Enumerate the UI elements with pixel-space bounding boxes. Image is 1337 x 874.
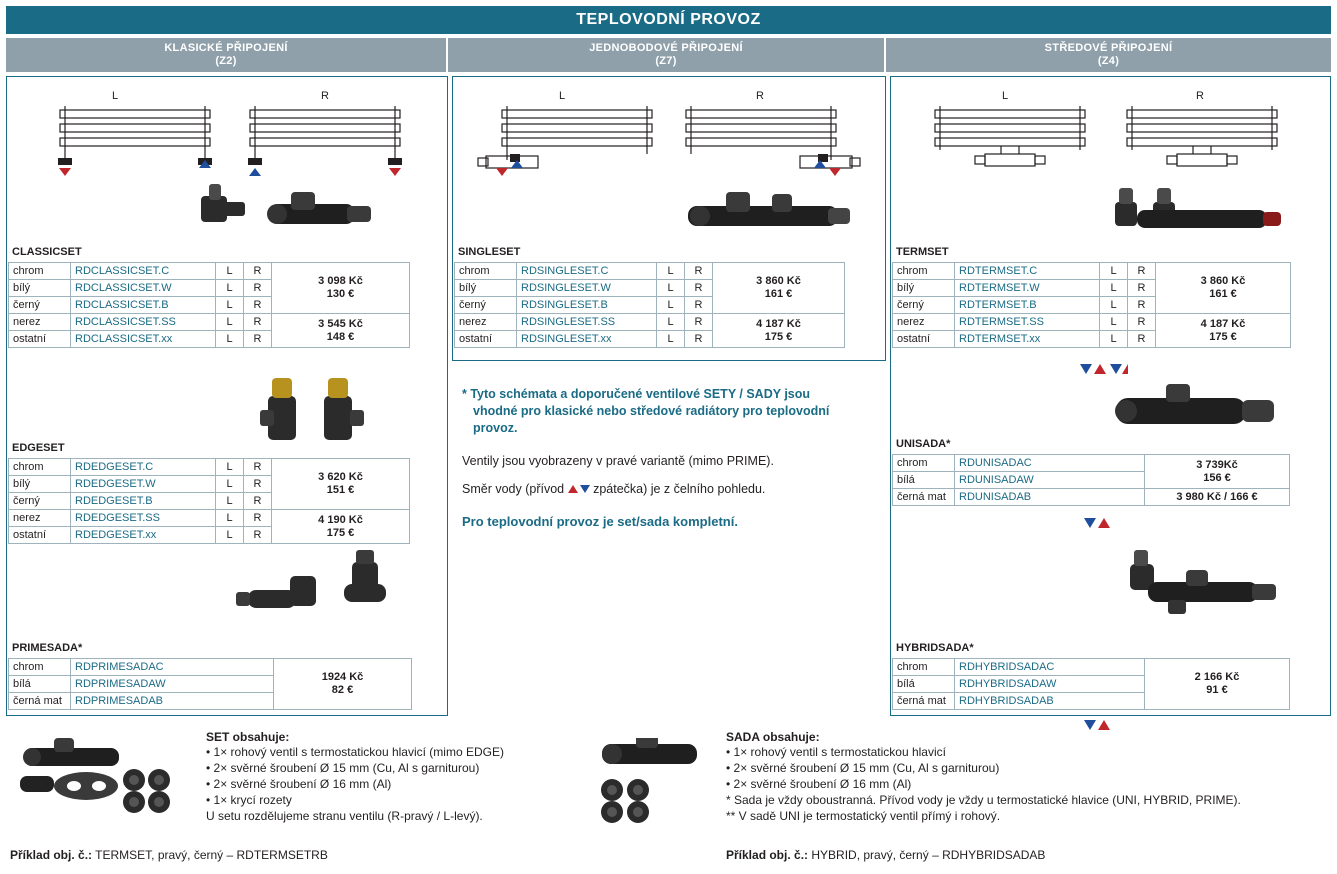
finish: nerez <box>893 314 955 331</box>
side-left: L <box>657 314 685 331</box>
finish: ostatní <box>455 331 517 348</box>
finish: chrom <box>893 455 955 472</box>
side-left: L <box>216 280 244 297</box>
finish: ostatní <box>9 527 71 544</box>
order-code: RDTERMSET.C <box>955 263 1100 280</box>
finish: černá mat <box>9 693 71 710</box>
side-right: R <box>244 280 272 297</box>
order-code: RDCLASSICSET.xx <box>71 331 216 348</box>
price-cell <box>1145 659 1290 710</box>
price-czk: 4 187 Kč <box>1200 317 1246 330</box>
price-eur: 161 € <box>764 288 793 300</box>
schematic-classic-right <box>230 88 430 178</box>
price-eur: 151 € <box>326 484 355 496</box>
order-code: RDPRIMESADAC <box>71 659 274 676</box>
svg-text:L: L <box>111 90 119 102</box>
table-row <box>893 263 1291 280</box>
note-line-3-prefix: Směr vody (přívod <box>462 482 568 496</box>
side-left: L <box>1100 314 1128 331</box>
side-left: L <box>1100 263 1128 280</box>
table-edgeset <box>8 458 410 544</box>
finish: černý <box>9 297 71 314</box>
side-right: R <box>685 314 713 331</box>
table-row <box>893 314 1291 331</box>
table-row <box>9 510 410 527</box>
order-code: RDEDGESET.C <box>71 459 216 476</box>
column-header-center-code: (Z4) <box>1097 55 1120 67</box>
note-highlight-line-1: * Tyto schémata a doporučené ventilové SETY / SADY jsou <box>462 387 811 401</box>
set-contents-photo <box>14 738 184 828</box>
side-left: L <box>216 459 244 476</box>
schematic-classic-left <box>20 88 220 178</box>
price-eur: 91 € <box>1206 684 1228 696</box>
notes-block <box>462 386 874 529</box>
product-name-hybridsada: HYBRIDSADA* <box>896 642 974 654</box>
order-code: RDUNISADAB <box>955 489 1145 506</box>
side-right: R <box>244 476 272 493</box>
finish: černý <box>893 297 955 314</box>
side-right: R <box>1128 280 1156 297</box>
order-code: RDHYBRIDSADAW <box>955 676 1145 693</box>
order-code: RDSINGLESET.C <box>517 263 657 280</box>
price-cell-2: 3 980 Kč / 166 € <box>1145 489 1290 506</box>
side-left: L <box>657 280 685 297</box>
side-left: L <box>216 297 244 314</box>
finish: bílá <box>893 472 955 489</box>
valve-photo-classicset <box>195 182 385 244</box>
finish: bílý <box>9 476 71 493</box>
price-eur: 175 € <box>1209 330 1237 343</box>
note-strong: Pro teplovodní provoz je set/sada kompletní. <box>462 514 738 529</box>
price-czk: 3 860 Kč <box>756 275 801 287</box>
note-line-3 <box>462 481 874 498</box>
sada-contents-item: • 1× rohový ventil s termostatickou hlavicí <box>726 745 946 759</box>
price-eur: 161 € <box>1209 288 1237 300</box>
side-left: L <box>657 331 685 348</box>
order-code: RDUNISADAW <box>955 472 1145 489</box>
price-cell-1 <box>713 263 845 314</box>
side-right: R <box>685 297 713 314</box>
order-code: RDTERMSET.SS <box>955 314 1100 331</box>
valve-photo-hybridsada <box>1120 548 1290 638</box>
arrow-return-icon <box>580 485 590 493</box>
flow-arrows-unisada <box>1082 516 1112 530</box>
note-highlight-line-2: vhodné pro klasické nebo středové radiátory pro teplovodní <box>473 404 830 418</box>
flow-arrows-termset <box>1078 362 1128 376</box>
side-right: R <box>1128 263 1156 280</box>
side-right: R <box>244 527 272 544</box>
column-header-single-code: (Z7) <box>655 55 677 67</box>
example-order-left-text: TERMSET, pravý, černý – RDTERMSETRB <box>92 848 328 862</box>
price-czk: 4 190 Kč <box>318 513 363 526</box>
table-classicset <box>8 262 410 348</box>
table-row <box>455 314 845 331</box>
finish: bílý <box>9 280 71 297</box>
note-line-3-suffix: zpátečka) je z čelního pohledu. <box>589 482 766 496</box>
schematic-center-left <box>905 88 1105 178</box>
order-code: RDSINGLESET.B <box>517 297 657 314</box>
order-code: RDEDGESET.xx <box>71 527 216 544</box>
price-eur: 148 € <box>326 330 355 343</box>
table-termset <box>892 262 1291 348</box>
schematic-single-left <box>462 88 662 178</box>
side-right: R <box>244 314 272 331</box>
order-code: RDPRIMESADAW <box>71 676 274 693</box>
schematic-single-right <box>672 88 877 178</box>
finish: černý <box>455 297 517 314</box>
finish: chrom <box>9 459 71 476</box>
price-cell-1 <box>1156 263 1291 314</box>
price-czk: 3 860 Kč <box>1200 275 1246 287</box>
finish: nerez <box>455 314 517 331</box>
column-header-classic-code: (Z2) <box>215 55 237 67</box>
side-right: R <box>244 263 272 280</box>
table-primesada <box>8 658 412 710</box>
side-right: R <box>1128 331 1156 348</box>
side-left: L <box>216 527 244 544</box>
price-cell-1 <box>272 263 410 314</box>
arrow-supply-icon <box>568 485 578 493</box>
product-name-classicset: CLASSICSET <box>12 246 82 258</box>
schematic-center-right <box>1115 88 1315 178</box>
svg-text:R: R <box>321 90 329 102</box>
column-header-classic <box>6 38 448 72</box>
table-row <box>455 263 845 280</box>
finish: bílý <box>893 280 955 297</box>
order-code: RDEDGESET.B <box>71 493 216 510</box>
product-name-unisada: UNISADA* <box>896 438 951 450</box>
finish: chrom <box>893 263 955 280</box>
price-eur: 156 € <box>1203 471 1231 484</box>
price-czk: 3 098 Kč <box>318 275 363 287</box>
price-cell-2 <box>713 314 845 348</box>
order-code: RDTERMSET.W <box>955 280 1100 297</box>
order-code: RDCLASSICSET.B <box>71 297 216 314</box>
side-left: L <box>216 331 244 348</box>
finish: bílý <box>455 280 517 297</box>
price-cell-1 <box>272 459 410 510</box>
valve-photo-singleset <box>680 182 860 244</box>
price-eur: 130 € <box>326 288 355 300</box>
set-contents-item: • 2× svěrné šroubení Ø 16 mm (Al) <box>206 777 392 791</box>
order-code: RDTERMSET.B <box>955 297 1100 314</box>
set-contents-title: SET obsahuje: <box>206 730 290 744</box>
table-hybridsada <box>892 658 1290 710</box>
price-eur: 175 € <box>326 526 355 539</box>
side-right: R <box>244 297 272 314</box>
price-eur: 175 € <box>764 330 793 343</box>
set-contents-item: U setu rozdělujeme stranu ventilu (R-pravý / L-levý). <box>206 809 483 823</box>
price-cell <box>274 659 412 710</box>
finish: nerez <box>9 314 71 331</box>
side-right: R <box>1128 297 1156 314</box>
side-right: R <box>244 510 272 527</box>
note-highlight-line-3: provoz. <box>473 421 518 435</box>
product-name-termset: TERMSET <box>896 246 949 258</box>
valve-photo-edgeset <box>260 372 420 450</box>
finish: chrom <box>9 263 71 280</box>
side-left: L <box>1100 280 1128 297</box>
order-code: RDHYBRIDSADAB <box>955 693 1145 710</box>
order-code: RDSINGLESET.SS <box>517 314 657 331</box>
side-left: L <box>216 510 244 527</box>
order-code: RDSINGLESET.xx <box>517 331 657 348</box>
side-right: R <box>685 263 713 280</box>
order-code: RDEDGESET.W <box>71 476 216 493</box>
example-order-right <box>726 848 1045 862</box>
column-header-center <box>886 38 1331 72</box>
order-code: RDEDGESET.SS <box>71 510 216 527</box>
order-code: RDSINGLESET.W <box>517 280 657 297</box>
table-row <box>893 455 1290 472</box>
svg-text:L: L <box>558 90 566 102</box>
note-line-2: Ventily jsou vyobrazeny v pravé variantě (mimo PRIME). <box>462 454 774 468</box>
price-cell-2 <box>1156 314 1291 348</box>
price-eur: 82 € <box>331 684 354 696</box>
table-row <box>893 489 1290 506</box>
set-contents-item: • 2× svěrné šroubení Ø 15 mm (Cu, Al s garniturou) <box>206 761 480 775</box>
finish: chrom <box>455 263 517 280</box>
table-row <box>9 263 410 280</box>
example-order-right-text: HYBRID, pravý, černý – RDHYBRIDSADAB <box>808 848 1046 862</box>
finish: bílá <box>9 676 71 693</box>
column-header-center-label: STŘEDOVÉ PŘIPOJENÍ <box>1044 42 1173 54</box>
side-left: L <box>216 476 244 493</box>
product-name-singleset: SINGLESET <box>458 246 521 258</box>
column-header-single <box>448 38 886 72</box>
sada-contents-title: SADA obsahuje: <box>726 730 820 744</box>
side-right: R <box>244 331 272 348</box>
order-code: RDCLASSICSET.W <box>71 280 216 297</box>
example-order-left <box>10 848 328 862</box>
column-header-single-label: JEDNOBODOVÉ PŘIPOJENÍ <box>589 42 743 54</box>
order-code: RDTERMSET.xx <box>955 331 1100 348</box>
column-header-classic-label: KLASICKÉ PŘIPOJENÍ <box>164 42 288 54</box>
side-left: L <box>1100 331 1128 348</box>
side-left: L <box>1100 297 1128 314</box>
valve-photo-termset <box>1105 182 1295 244</box>
side-left: L <box>657 297 685 314</box>
order-code: RDPRIMESADAB <box>71 693 274 710</box>
svg-text:R: R <box>1196 90 1204 102</box>
product-name-edgeset: EDGESET <box>12 442 65 454</box>
finish: nerez <box>9 510 71 527</box>
product-name-primesada: PRIMESADA* <box>12 642 83 654</box>
price-czk: 3 620 Kč <box>318 471 363 483</box>
order-code: RDUNISADAC <box>955 455 1145 472</box>
valve-photo-unisada <box>1110 378 1290 444</box>
sada-contents-item: * Sada je vždy oboustranná. Přívod vody je vždy u termostatické hlavice (UNI, HYBRID, PRIME). <box>726 793 1241 807</box>
side-right: R <box>244 493 272 510</box>
sada-contents-block <box>726 730 1326 824</box>
price-czk: 2 166 Kč <box>1194 671 1240 683</box>
price-cell-2 <box>272 510 410 544</box>
svg-text:L: L <box>1001 90 1009 102</box>
order-code: RDCLASSICSET.SS <box>71 314 216 331</box>
price-cell-2 <box>272 314 410 348</box>
order-code: RDCLASSICSET.C <box>71 263 216 280</box>
finish: černá mat <box>893 489 955 506</box>
side-left: L <box>216 263 244 280</box>
finish: chrom <box>893 659 955 676</box>
valve-photo-primesada <box>236 550 416 640</box>
example-order-right-label: Příklad obj. č.: <box>726 848 809 862</box>
order-code: RDHYBRIDSADAC <box>955 659 1145 676</box>
finish: černá mat <box>893 693 955 710</box>
sada-contents-item: • 2× svěrné šroubení Ø 15 mm (Cu, Al s garniturou) <box>726 761 1000 775</box>
set-contents-item: • 1× rohový ventil s termostatickou hlavicí (mimo EDGE) <box>206 745 504 759</box>
table-row <box>9 314 410 331</box>
side-right: R <box>685 280 713 297</box>
side-right: R <box>1128 314 1156 331</box>
sada-contents-photo <box>592 738 712 828</box>
price-czk: 1924 Kč <box>321 671 364 683</box>
example-order-left-label: Příklad obj. č.: <box>10 848 93 862</box>
table-row <box>9 459 410 476</box>
price-cell-1 <box>1145 455 1290 489</box>
price-czk: 3 545 Kč <box>318 317 363 330</box>
finish: ostatní <box>9 331 71 348</box>
finish: černý <box>9 493 71 510</box>
svg-text:R: R <box>756 90 764 102</box>
price-czk: 4 187 Kč <box>756 317 801 330</box>
sada-contents-item: • 2× svěrné šroubení Ø 16 mm (Al) <box>726 777 912 791</box>
side-left: L <box>657 263 685 280</box>
side-right: R <box>685 331 713 348</box>
table-singleset <box>454 262 845 348</box>
set-contents-item: • 1× krycí rozety <box>206 793 292 807</box>
sada-contents-item: ** V sadě UNI je termostatický ventil přímý i rohový. <box>726 809 1001 823</box>
side-right: R <box>244 459 272 476</box>
side-left: L <box>216 493 244 510</box>
finish: bílá <box>893 676 955 693</box>
side-left: L <box>216 314 244 331</box>
finish: chrom <box>9 659 71 676</box>
price-czk: 3 739Kč <box>1196 458 1238 471</box>
table-row <box>9 659 412 676</box>
finish: ostatní <box>893 331 955 348</box>
page-title: TEPLOVODNÍ PROVOZ <box>6 6 1331 34</box>
table-row <box>893 659 1290 676</box>
table-unisada <box>892 454 1290 506</box>
